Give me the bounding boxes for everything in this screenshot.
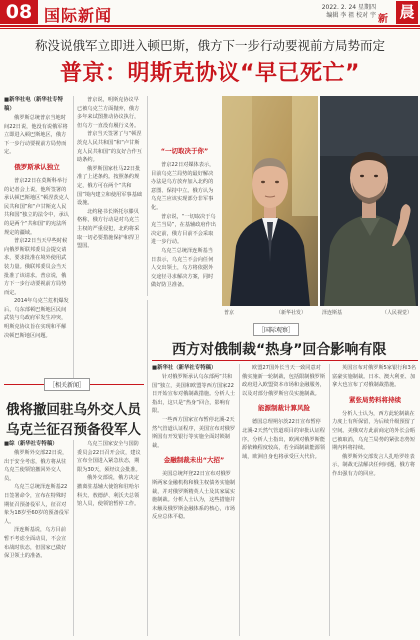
story-paragraph: 乌克兰总统泽连斯基当日表示，乌克兰不会向任何人交出领土，乌方将依据外交途径寻求解决方案，同时做好防卫准备。: [151, 247, 214, 289]
story-column-2: [77, 96, 144, 378]
analysis-column-1: [152, 364, 236, 636]
analysis-paragraph: 美国总统拜登22日宣布对俄罗斯两家金融机构和俄主权债务实施制裁，并对俄罗斯精英人士及其家属实施制裁。分析人士认为，这些措施并未触及俄罗斯金融体系的核心，市场反应总体平稳。: [152, 471, 236, 521]
story-subhead: “一切取决于你”: [160, 147, 209, 155]
analysis-paragraph: 一些西方国家宣布暂停北溪-2天然气管道认证程序，美国宣布对俄罗斯国有开发银行等实施全面封锁制裁。: [152, 416, 236, 449]
photo-caption-source-2: （人民视觉）: [382, 310, 413, 316]
related-news-tag: ［相关新闻］: [44, 378, 90, 391]
related-paragraph: 泽连斯基说，乌方目前暂不考虑全面动员，不会宣布战时状态，但国家已做好保卫领土的准备。: [4, 527, 67, 560]
analysis-subhead: 金融制裁未出“大招”: [163, 456, 225, 465]
story-subhead: 俄罗斯承认独立: [14, 162, 60, 171]
logo-big-text: 晨: [396, 1, 418, 24]
story-paragraph: 俄罗斯国家杜马22日批准了上述条约。按照条约规定，俄方可在两个“共和国”境内建立和使用军事基础设施。: [77, 165, 142, 207]
analysis-column-3: [332, 364, 418, 636]
photo-caption-mid: 泽连斯基: [322, 310, 343, 316]
editor-text: 编辑 李 祖 校对 宇: [326, 12, 376, 19]
story-paragraph: 北约秘书长斯托尔滕贝格称，俄方行动是对乌克兰主权的严重侵犯，北约将采取一切必要措施保护和捍卫盟国。: [77, 208, 140, 250]
analysis-paragraph: 德国总理朔尔茨22日宣布暂停北溪-2天然气管道项目的审批认证程序。分析人士指出，欧洲对俄罗斯能源依赖程度较高，若全面制裁能源领域，欧洲自身也将承受巨大代价。: [242, 419, 326, 460]
analysis-tag: ［国际观察］: [253, 323, 299, 336]
analysis-paragraph: 欧盟27国外长当天一致同意对俄实施新一轮制裁，包括限制俄罗斯政府进入欧盟资本市场和金融服务，以及对部分俄罗斯官员实施制裁。: [242, 365, 326, 397]
column-divider: [329, 364, 330, 636]
analysis-paragraph: 分析人士认为，西方此轮制裁在力度上有所保留，为后续升级预留了空间。美俄双方此前商定的外长会晤已被取消，乌克兰局势的紧张态势短期内料将持续。: [332, 410, 416, 452]
story-paragraph: 普京当天签署了与“顿涅茨克人民共和国”和“卢甘斯克人民共和国”的友好合作互助条约。: [77, 131, 142, 164]
analysis-subhead: 紧张局势料将持续: [349, 395, 401, 404]
story-column-3: [151, 96, 218, 296]
related-column-2: [77, 440, 144, 636]
newspaper-logo: [378, 1, 418, 24]
header-rule-thin: [0, 28, 420, 29]
story-paragraph: 普京22日对媒体表示，目前乌克兰局势的最好解决办法是乌方放弃加入北约的意图、保持中立。俄方认为乌克兰应该实现部分非军事化。: [151, 162, 215, 211]
story-column-1: [4, 96, 70, 378]
related-headline-1: 俄将撤回驻乌外交人员: [6, 402, 141, 418]
story-paragraph: 普京22日当天早些时候向俄罗斯联邦委员会提交请求，要求批准在境外使用武装力量。俄联邦委员会当天批准了该请求。普京说，俄方下一步行动要视前方局势而定。: [4, 238, 68, 296]
related-paragraph: 俄外交部说，俄方决定撤离驻基辅大使馆和驻哈尔科夫、敖德萨、利沃夫总领馆人员，使领馆暂停工作。: [77, 475, 140, 508]
story-paragraph: 普京22日在莫斯科举行的记者会上说，他所签署的承认顿巴斯地区“顿涅茨克人民共和国”和“卢甘斯克人民共和国”独立的法令中，承认的是两个“共和国”的宪法所规定的疆域。: [4, 177, 69, 236]
analysis-paragraph: 英国宣布对俄罗斯5家银行和3名富豪实施制裁。日本、澳大利亚、加拿大也宣布了对俄制裁措施。: [332, 365, 417, 389]
story-paragraph: 2014年乌克兰危机爆发后，乌东部顿巴斯地区民间武装与乌政府军发生冲突，明斯克协议旨在实现和平解决顿巴斯地区问题。: [4, 298, 69, 339]
column-divider: [73, 96, 74, 378]
analysis-paragraph: 针对俄罗斯承认乌东部两“共和国”独立，美国和欧盟等西方国家22日开始宣布对俄制裁措施。分析人士指出，这只是“热身”回合，影响有限。: [152, 374, 236, 415]
related-paragraph: 乌克兰总统泽连斯基22日签署命令，宣布在特殊时期征召预备役军人，征召对象为18岁至60岁的预备役军人。: [4, 484, 70, 525]
photo-caption-source: （新华社发）: [276, 310, 307, 316]
analysis-rule: [152, 360, 418, 361]
related-paragraph: 乌克兰国家安全与国防委员会22日召开会议，建议宣布全国进入紧急状态，期限为30天，须经议会批准。: [77, 441, 141, 473]
photo-caption-left: 普京: [224, 310, 235, 316]
related-byline: ■综（新华社专特稿）: [4, 441, 58, 447]
zelensky-photo: [320, 96, 418, 306]
related-column-1: [4, 440, 70, 636]
column-divider: [147, 96, 148, 296]
analysis-subhead: 能源制裁计算风险: [258, 404, 310, 413]
story-byline: ■新华社电（新华社专特稿）: [4, 97, 63, 112]
story-headline: 普京：明斯克协议“早已死亡”: [60, 61, 360, 86]
story-paragraph: 普京说，“一切取决于乌克兰当局”，在基辅政府作出决定前，俄方目前不会采取进一步行动。: [151, 213, 216, 246]
story-paragraph: 普京说，明斯克协议早已被乌克兰方面抛弃，俄方多年来试图推动协议执行，但乌方一直没有履行义务。: [77, 97, 140, 129]
story-paragraph: 俄罗斯总统普京当地时间22日说，他没有说俄军将立即进入顿巴斯地区，俄方下一步行动要视前方局势而定。: [4, 115, 68, 156]
related-headline-2: 乌克兰征召预备役军人: [6, 422, 141, 438]
analysis-byline: ■新华社（新华社专特稿）: [152, 365, 217, 371]
analysis-column-2: [242, 364, 326, 636]
column-divider: [73, 440, 74, 636]
column-divider: [147, 300, 148, 636]
header-rule: [0, 25, 420, 27]
related-paragraph: 俄罗斯外交部22日说，出于安全考虑，俄方将从驻乌克兰使领馆撤回外交人员。: [4, 450, 68, 482]
column-divider: [239, 364, 240, 636]
page-number: 08: [0, 0, 38, 24]
logo-small-text: 新: [378, 14, 388, 25]
dateline: [286, 4, 376, 20]
analysis-paragraph: 俄罗斯外交部发言人扎哈罗娃表示，制裁无法解决任何问题，俄方将作出强有力的回应。: [332, 453, 416, 477]
putin-photo: [222, 96, 318, 306]
date-text: 2022. 2. 24 星期四: [321, 4, 376, 11]
story-kicker: 称没说俄军立即进入顿巴斯，俄方下一步行动要视前方局势而定: [34, 38, 385, 53]
analysis-headline: 西方对俄制裁“热身”回合影响有限: [172, 342, 387, 358]
section-title: 国际新闻: [44, 6, 113, 25]
